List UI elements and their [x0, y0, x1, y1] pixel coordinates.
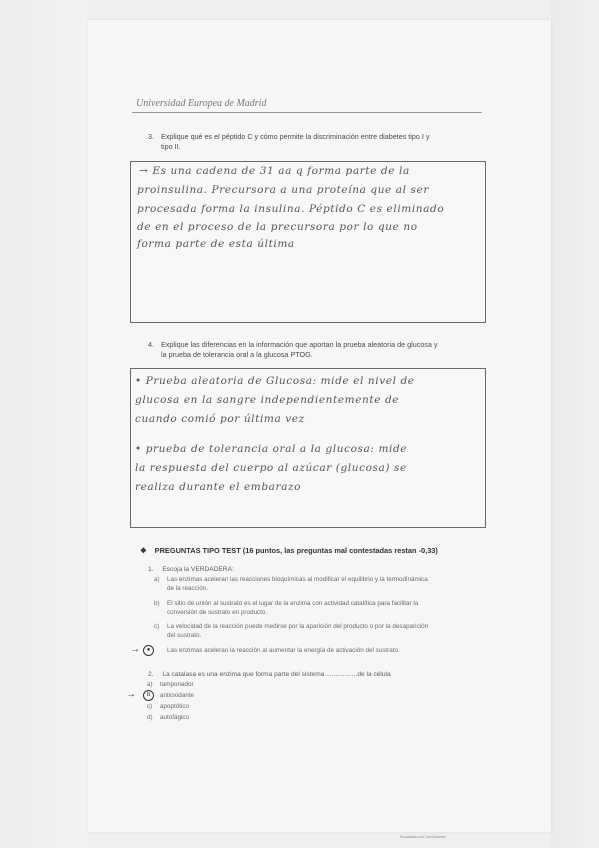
- option-text: tamponador: [160, 681, 194, 688]
- option-letter: a): [154, 576, 160, 583]
- question-4-line-1: Explique las diferencias en la información que aportan la prueba aleatoria de glucosa y: [161, 340, 438, 349]
- option-text-line-1: El sitio de unión al sustrato es el lugar de la enzima con actividad catalítica para facilitar la: [167, 600, 419, 607]
- question-3-answer-box: [130, 161, 486, 323]
- question-3-line-1: Explique qué es el péptido C y cómo permite la discriminación entre diabetes tipo I y: [161, 132, 430, 141]
- answer-4-line-4: • prueba de tolerancia oral a la glucosa: mide: [135, 443, 408, 455]
- test-q2-option-b: [147, 692, 267, 701]
- test-q2-option-d: [147, 714, 267, 723]
- option-text: apoptótico: [160, 703, 190, 710]
- option-letter: b): [154, 600, 160, 607]
- test-question-2: [148, 670, 478, 679]
- option-text-line-2: de la reacción.: [167, 585, 208, 592]
- question-3: [148, 132, 478, 154]
- test-q1-option-c: [154, 623, 484, 641]
- answer-3-line-3: procesada forma la insulina. Péptido C es eliminado: [137, 203, 445, 215]
- option-letter: a): [147, 681, 153, 688]
- answer-4-line-5: la respuesta del cuerpo al azúcar (glucosa) se: [135, 462, 407, 474]
- option-text-line-1: La velocidad de la reacción puede medirse por la aparición del producto o por la desaparición: [167, 623, 429, 630]
- test-q1-option-b: [154, 600, 484, 618]
- university-header: Universidad Europea de Madrid: [136, 98, 267, 109]
- question-4-line-2: la prueba de tolerancia oral a la glucosa PTOG.: [161, 350, 313, 359]
- scan-background-left: [0, 0, 88, 848]
- question-4-answer-box: [130, 368, 486, 528]
- option-letter: c): [147, 703, 153, 710]
- test-section-title: ❖ PREGUNTAS TIPO TEST (16 puntos, las preguntas mal contestadas restan -0,33): [140, 546, 438, 555]
- answer-4-line-3: cuando comió por última vez: [135, 413, 305, 425]
- answer-3-line-1: → Es una cadena de 31 aa q forma parte de la: [139, 165, 410, 177]
- option-text: antioxidante: [160, 692, 194, 699]
- test-question-1-number: 1.: [148, 566, 154, 573]
- option-text-line-1: Las enzimas aceleran la reacción al aumentar la energía de activación del sustrato.: [167, 647, 400, 654]
- question-4: [148, 340, 488, 362]
- option-letter: d): [147, 714, 153, 721]
- test-q1-option-d: [154, 647, 484, 656]
- answer-arrow-icon: →: [126, 689, 136, 700]
- test-q1-option-a: [154, 576, 484, 594]
- answer-4-line-2: glucosa en la sangre independientemente de: [135, 394, 400, 406]
- answer-3-line-4: de en el proceso de la precursora por lo que no: [137, 221, 418, 233]
- selected-answer-circle-icon: b: [143, 690, 154, 701]
- diamond-bullet-icon: ❖: [140, 546, 147, 555]
- question-3-line-2: tipo II.: [161, 142, 181, 151]
- question-3-number: 3.: [148, 132, 154, 141]
- option-text-line-2: conversión de sustrato en producto.: [167, 609, 268, 616]
- test-question-1-prompt: Escoja la VERDADERA:: [162, 566, 234, 573]
- header-rule: [132, 112, 482, 113]
- answer-4-line-6: realiza durante el embarazo: [135, 481, 302, 493]
- test-question-2-number: 2.: [148, 671, 154, 678]
- test-question-2-prompt: La catalasa es una enzima que forma parte del sistema .................de la célula: [162, 671, 391, 678]
- question-4-number: 4.: [148, 340, 154, 349]
- answer-4-line-1: • Prueba aleatoria de Glucosa: mide el nivel de: [135, 375, 415, 387]
- answer-3-line-2: proinsulina. Precursora a una proteína que al ser: [137, 184, 429, 196]
- scan-background-right: [551, 0, 599, 848]
- option-text-line-2: del sustrato.: [167, 632, 202, 639]
- answer-3-line-5: forma parte de esta última: [137, 238, 295, 250]
- option-letter: c): [154, 623, 160, 630]
- test-q2-option-c: [147, 703, 267, 712]
- option-text-line-1: Las enzimas aceleran las reacciones bioquímicas al modificar el equilibrio y la termodinámica: [167, 576, 428, 583]
- test-question-1: [148, 565, 448, 574]
- selected-answer-circle-icon: ●: [143, 645, 154, 656]
- test-q2-option-a: [147, 681, 267, 690]
- answer-arrow-icon: →: [130, 644, 140, 655]
- option-text: autofágico: [160, 714, 190, 721]
- scanner-watermark: Escaneado con CamScanner: [400, 835, 446, 839]
